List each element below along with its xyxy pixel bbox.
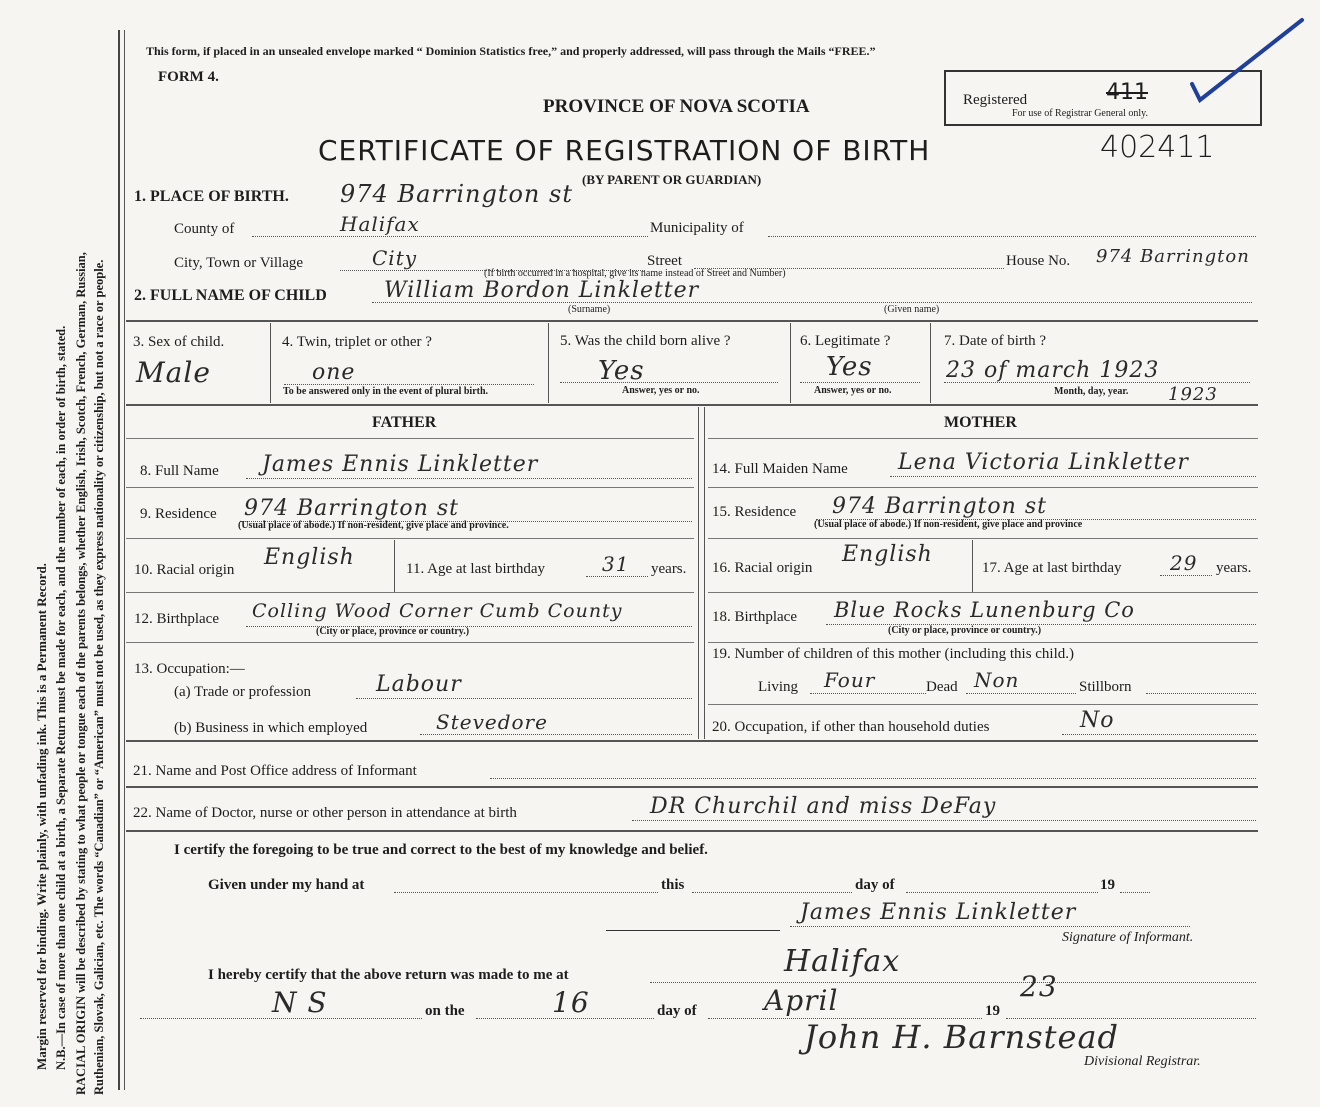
mother-race-label: 16. Racial origin [712, 560, 813, 576]
dead-label: Dead [926, 679, 958, 695]
certificate-title: CERTIFICATE OF REGISTRATION OF BIRTH [318, 134, 931, 167]
father-residence-note: (Usual place of abode.) If non-resident, give place and province. [238, 520, 509, 531]
top-notice: This form, if placed in an unsealed envelope marked “ Dominion Statistics free,” and properly addressed, will pass through the Mails “FREE.” [146, 44, 876, 58]
mother-occupation-value: No [1080, 708, 1115, 733]
mother-birthplace-note: (City or place, province or country.) [888, 625, 1042, 636]
mother-age-label: 17. Age at last birthday [982, 560, 1122, 576]
father-age-unit: years. [651, 561, 687, 577]
alive-label: 5. Was the child born alive ? [560, 333, 731, 349]
side-note-racial: RACIAL ORIGIN will be described by stating to what people or tongue each of the parents belongs, whether English, Irish, Scotch, French, German, Russian, [74, 252, 88, 1095]
registrar-day-of-label: day of [657, 1003, 697, 1019]
doctor-label: 22. Name of Doctor, nurse or other person in attendance at birth [133, 805, 517, 821]
twin-label: 4. Twin, triplet or other ? [282, 334, 432, 350]
father-birthplace-note: (City or place, province or country.) [316, 626, 470, 637]
informant-signature-label: Signature of Informant. [1062, 930, 1194, 945]
day-of-label: day of [855, 877, 895, 893]
mother-residence-note: (Usual place of abode.) If non-resident, give place and province [814, 519, 1083, 530]
registrar-province-value: N S [272, 986, 328, 1019]
side-note-racial-2: Ruthenian, Slovak, Galician, etc. The words “Canadian” or “American” must not be used, as they express nationality or citizenship, but not a race or people. [92, 259, 106, 1095]
father-name-value: James Ennis Linkletter [262, 452, 539, 477]
surname-note: (Surname) [568, 304, 611, 315]
registrar-place-value: Halifax [784, 944, 901, 979]
municipality-label: Municipality of [650, 220, 744, 236]
this-label: this [661, 877, 685, 893]
registrar-month-value: April [764, 984, 839, 1017]
dob-extra: 1923 [1168, 384, 1218, 405]
place-value: 974 Barrington st [340, 180, 573, 208]
registered-label: Registered [963, 92, 1028, 108]
house-label: House No. [1006, 253, 1071, 269]
father-name-label: 8. Full Name [140, 463, 219, 479]
stillborn-label: Stillborn [1079, 679, 1132, 695]
mother-age-value: 29 [1170, 551, 1198, 575]
city-label: City, Town or Village [174, 255, 304, 271]
margin-line-inner [124, 30, 125, 1090]
twin-value: one [312, 360, 356, 385]
mother-name-value: Lena Victoria Linkletter [898, 450, 1189, 475]
year-19-label: 19 [1100, 877, 1115, 893]
father-business-value: Stevedore [436, 710, 548, 734]
registrar-signature: John H. Barnstead [804, 1018, 1120, 1056]
on-the-label: on the [425, 1003, 465, 1019]
mother-name-label: 14. Full Maiden Name [712, 461, 848, 477]
dob-value: 23 of march 1923 [946, 358, 1160, 383]
father-residence-label: 9. Residence [140, 506, 217, 522]
legitimate-note: Answer, yes or no. [814, 385, 892, 396]
certificate-number: 402411 [1100, 130, 1215, 165]
street-note: (If birth occurred in a hospital, give its name instead of Street and Number) [484, 268, 786, 279]
place-label: 1. PLACE OF BIRTH. [134, 188, 289, 205]
side-note-nb: N.B.—In case of more than one child at a birth, a Separate Return must be made for each, and the number of each, in order of birth, stated. [54, 325, 68, 1070]
checkmark-icon [1180, 14, 1310, 104]
certificate-subtitle: (BY PARENT OR GUARDIAN) [582, 172, 762, 187]
certify-text: I certify the foregoing to be true and correct to the best of my knowledge and belief. [174, 842, 708, 858]
father-birthplace-label: 12. Birthplace [134, 611, 219, 627]
legitimate-value: Yes [826, 352, 873, 382]
living-label: Living [758, 679, 798, 695]
margin-line [118, 30, 120, 1090]
province-heading: PROVINCE OF NOVA SCOTIA [543, 96, 810, 117]
county-label: County of [174, 221, 235, 237]
alive-note: Answer, yes or no. [622, 385, 700, 396]
county-value: Halifax [340, 212, 420, 236]
twin-note: To be answered only in the event of plural birth. [283, 386, 489, 397]
father-trade-label: (a) Trade or profession [174, 684, 312, 700]
father-occupation-label: 13. Occupation:— [134, 661, 245, 677]
legitimate-label: 6. Legitimate ? [800, 333, 891, 349]
mother-age-unit: years. [1216, 560, 1252, 576]
mother-race-value: English [842, 542, 933, 567]
father-race-value: English [264, 545, 355, 570]
registrar-year-value: 23 [1020, 970, 1058, 1003]
street-label: Street [647, 253, 682, 269]
father-residence-value: 974 Barrington st [244, 496, 459, 521]
registrar-signature-label: Divisional Registrar. [1084, 1054, 1201, 1069]
registered-note: For use of Registrar General only. [1012, 108, 1148, 119]
informant-signature: James Ennis Linkletter [800, 900, 1077, 925]
mother-residence-label: 15. Residence [712, 504, 797, 520]
informant-label: 21. Name and Post Office address of Informant [133, 763, 417, 779]
father-business-label: (b) Business in which employed [174, 720, 368, 736]
father-age-value: 31 [602, 552, 630, 576]
alive-value: Yes [598, 356, 645, 386]
father-heading: FATHER [372, 414, 437, 431]
dead-value: Non [974, 668, 1020, 692]
registrar-day-value: 16 [552, 986, 590, 1019]
mother-occupation-label: 20. Occupation, if other than household duties [712, 719, 990, 735]
sex-label: 3. Sex of child. [133, 334, 225, 350]
registrar-year-label: 19 [985, 1003, 1000, 1019]
father-trade-value: Labour [376, 672, 462, 697]
child-name-value: William Bordon Linkletter [384, 278, 700, 303]
mother-birthplace-label: 18. Birthplace [712, 609, 797, 625]
father-birthplace-value: Colling Wood Corner Cumb County [252, 600, 623, 622]
father-race-label: 10. Racial origin [134, 562, 235, 578]
sex-value: Male [136, 356, 211, 389]
registrar-certify-text: I hereby certify that the above return was made to me at [208, 967, 569, 983]
doctor-value: DR Churchil and miss DeFay [650, 794, 997, 819]
dob-label: 7. Date of birth ? [944, 333, 1047, 349]
child-name-label: 2. FULL NAME OF CHILD [134, 287, 327, 304]
given-name-note: (Given name) [884, 304, 940, 315]
mother-heading: MOTHER [944, 414, 1017, 431]
living-value: Four [824, 668, 876, 692]
house-value: 974 Barrington [1096, 246, 1250, 267]
registered-number: 411 [1106, 80, 1148, 105]
given-under-label: Given under my hand at [208, 877, 365, 893]
side-note-binding: Margin reserved for binding. Write plainly, with unfading ink. This is a Permanent Record. [34, 563, 49, 1070]
mother-birthplace-value: Blue Rocks Lunenburg Co [834, 598, 1135, 622]
dob-note: Month, day, year. [1054, 386, 1129, 397]
mother-children-label: 19. Number of children of this mother (including this child.) [712, 646, 1075, 662]
city-value: City [372, 246, 418, 270]
form-number: FORM 4. [158, 69, 219, 85]
mother-residence-value: 974 Barrington st [832, 494, 1047, 519]
father-age-label: 11. Age at last birthday [406, 561, 545, 577]
